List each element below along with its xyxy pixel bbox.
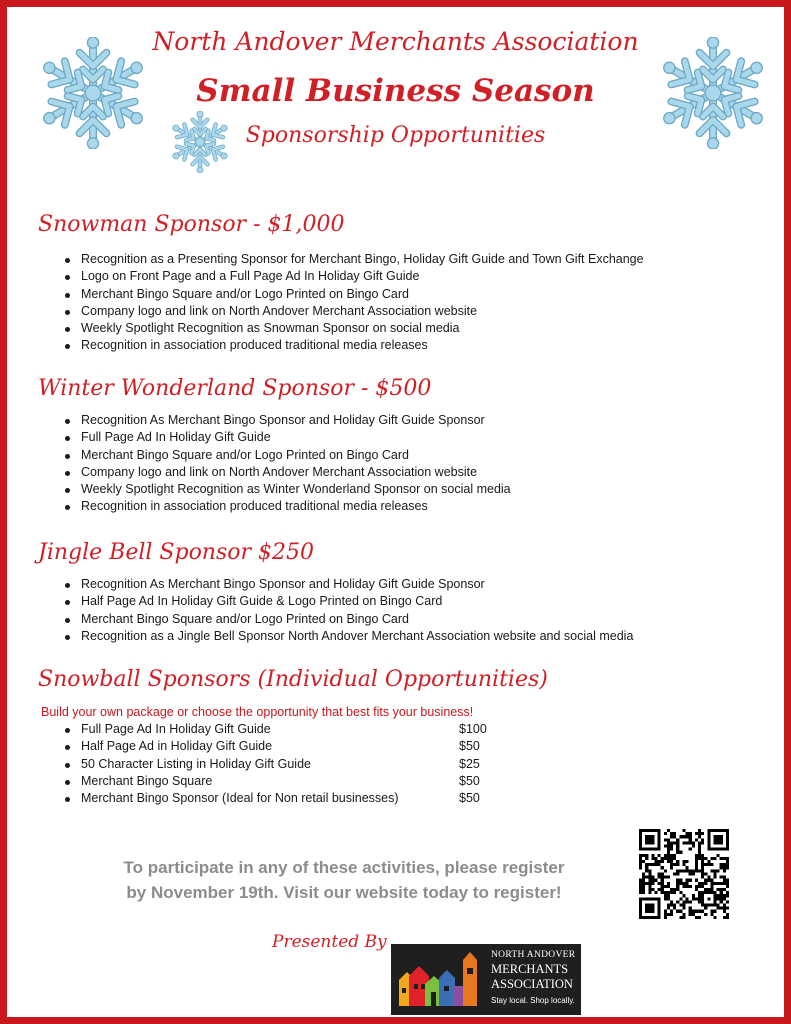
logo-line: NORTH ANDOVER — [491, 950, 576, 960]
list-item — [61, 756, 480, 773]
snowball-options-list — [61, 721, 487, 807]
option-price: $50 — [459, 739, 480, 754]
list-item: Full Page Ad In Holiday Gift Guide — [61, 429, 511, 446]
snowball-intro: Build your own package or choose the opportunity that best fits your business! — [41, 705, 474, 719]
snowman-benefits-list — [61, 251, 644, 355]
list-item: Recognition in association produced traditional media releases — [61, 337, 644, 354]
winter-wonderland-sponsor-heading: Winter Wonderland Sponsor - $500 — [38, 376, 432, 401]
list-item — [61, 738, 480, 755]
subtitle: Sponsorship Opportunities — [245, 123, 546, 148]
option-label: Merchant Bingo Sponsor (Ideal for Non retail businesses) — [81, 791, 399, 806]
list-item: Recognition as a Jingle Bell Sponsor North Andover Merchant Association website and social media — [61, 628, 633, 645]
org-title: North Andover Merchants Association — [152, 27, 639, 56]
list-item — [61, 721, 487, 738]
list-item: Recognition As Merchant Bingo Sponsor and Holiday Gift Guide Sponsor — [61, 576, 633, 593]
option-price: $50 — [459, 791, 480, 806]
season-title: Small Business Season — [196, 73, 595, 109]
logo-line: ASSOCIATION — [491, 977, 573, 991]
town-houses-icon — [395, 950, 487, 1010]
list-item: Company logo and link on North Andover Merchant Association website — [61, 464, 511, 481]
option-price: $50 — [459, 773, 480, 788]
logo-line: MERCHANTS — [491, 962, 569, 976]
cta-line: by November 19th. Visit our website today to register! — [126, 883, 562, 902]
snowball-sponsors-heading: Snowball Sponsors (Individual Opportunities) — [38, 667, 548, 692]
option-label: Full Page Ad In Holiday Gift Guide — [81, 722, 271, 736]
list-item: Merchant Bingo Square and/or Logo Printed on Bingo Card — [61, 286, 644, 303]
option-price: $100 — [459, 722, 487, 736]
list-item: Weekly Spotlight Recognition as Winter Wonderland Sponsor on social media — [61, 481, 511, 498]
list-item: Company logo and link on North Andover Merchant Association website — [61, 303, 644, 320]
list-item: Recognition in association produced traditional media releases — [61, 498, 511, 515]
list-item: Recognition As Merchant Bingo Sponsor and Holiday Gift Guide Sponsor — [61, 412, 511, 429]
list-item — [61, 773, 480, 790]
qr-code-icon[interactable] — [639, 829, 729, 919]
list-item: Recognition as a Presenting Sponsor for Merchant Bingo, Holiday Gift Guide and Town Gift Exchange — [61, 251, 644, 268]
list-item: Merchant Bingo Square and/or Logo Printed on Bingo Card — [61, 447, 511, 464]
list-item: Merchant Bingo Square and/or Logo Printed on Bingo Card — [61, 611, 633, 628]
logo-tagline: Stay local. Shop locally. — [491, 996, 575, 1005]
list-item — [61, 790, 480, 807]
merchants-logo — [391, 944, 581, 1015]
snowman-sponsor-heading: Snowman Sponsor - $1,000 — [38, 212, 345, 237]
option-label: Merchant Bingo Square — [81, 773, 213, 788]
option-label: Half Page Ad in Holiday Gift Guide — [81, 739, 273, 754]
option-label: 50 Character Listing in Holiday Gift Guide — [81, 756, 311, 771]
registration-call-to-action — [97, 855, 591, 905]
jingle-benefits-list — [61, 576, 633, 645]
option-price: $25 — [459, 756, 480, 771]
cta-line: To participate in any of these activities, please register — [123, 858, 565, 877]
list-item: Weekly Spotlight Recognition as Snowman Sponsor on social media — [61, 320, 644, 337]
list-item: Logo on Front Page and a Full Page Ad In Holiday Gift Guide — [61, 268, 644, 285]
jingle-bell-sponsor-heading: Jingle Bell Sponsor $250 — [38, 540, 315, 565]
presented-by-label: Presented By — [272, 932, 387, 952]
list-item: Half Page Ad In Holiday Gift Guide & Logo Printed on Bingo Card — [61, 593, 633, 610]
winter-benefits-list — [61, 412, 511, 516]
